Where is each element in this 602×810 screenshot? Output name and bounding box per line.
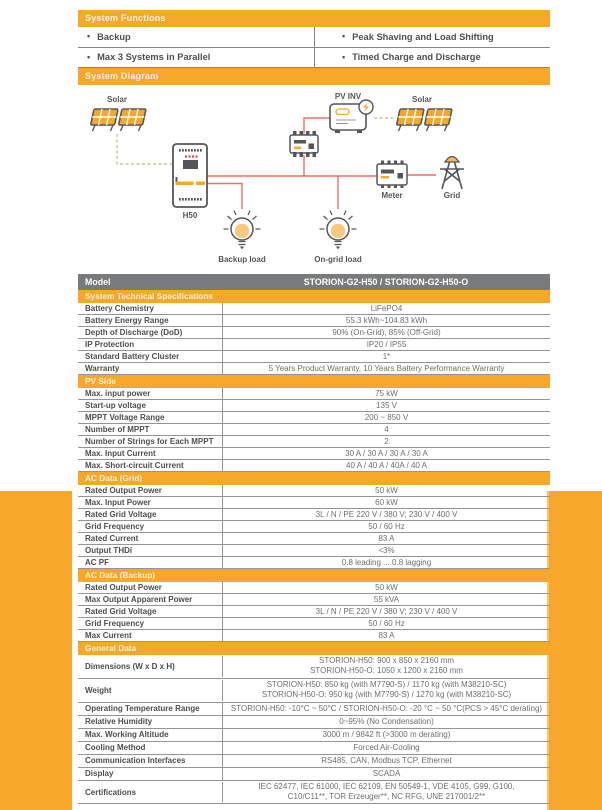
spec-value	[222, 400, 550, 411]
spec-value-line: 90% (On-Grid), 85% (Off-Grid)	[332, 328, 441, 337]
spec-value-line: <3%	[378, 546, 395, 555]
spec-value-line: 50 kW	[375, 583, 398, 592]
spec-value-line: 30 A / 30 A / 30 A / 30 A	[345, 449, 428, 458]
spec-row	[78, 460, 550, 472]
system-diagram-header: System Diagram	[78, 68, 550, 85]
spec-value-line: 3000 m / 9842 ft (>3000 m derating)	[322, 729, 451, 739]
spec-label: Certifications	[85, 787, 137, 797]
spec-section	[78, 642, 550, 804]
spec-label: Rated Grid Voltage	[85, 607, 157, 616]
spec-value-line: 0~95% (No Condensation)	[339, 716, 434, 726]
section-header: AC Data (Backup)	[78, 569, 550, 582]
spec-label: Communication Interfaces	[85, 756, 186, 766]
spec-label: Display	[85, 769, 114, 779]
spec-value-line: 83 A	[378, 534, 395, 543]
spec-value	[222, 424, 550, 435]
spec-section	[78, 569, 550, 642]
spec-label: Battery Chemistry	[85, 304, 154, 313]
system-diagram-svg	[78, 85, 550, 274]
spec-table	[78, 274, 550, 804]
function-label: Peak Shaving and Load Shifting	[352, 31, 494, 42]
spec-row	[78, 582, 550, 594]
spec-row	[78, 781, 550, 805]
spec-row	[78, 303, 550, 315]
column-divider	[314, 27, 315, 68]
spec-value-line: 5 Years Product Warranty, 10 Years Battery Performance Warranty	[268, 364, 505, 373]
spec-value	[222, 582, 550, 593]
spec-value	[222, 755, 550, 767]
spec-row	[78, 339, 550, 351]
spec-value	[222, 351, 550, 362]
spec-value	[222, 315, 550, 326]
spec-section	[78, 472, 550, 569]
spec-label: Grid Frequency	[85, 522, 145, 531]
spec-row	[78, 545, 550, 557]
spec-value-line: 200 ~ 850 V	[364, 413, 409, 422]
model-label: Model	[85, 277, 111, 287]
spec-value	[222, 630, 550, 641]
spec-value-line: 3L / N / PE 220 V / 380 V; 230 V / 400 V	[315, 607, 458, 616]
spec-label: Dimensions (W x D x H)	[85, 661, 175, 671]
spec-section	[78, 375, 550, 472]
solar-array-right-icon	[397, 109, 452, 131]
spec-row	[78, 630, 550, 642]
spec-value	[222, 768, 550, 780]
spec-value-line: 40 A / 40 A / 40A / 40 A	[346, 461, 427, 470]
spec-value-line: 2	[384, 437, 389, 446]
spec-value-line: LiFePO4	[370, 304, 403, 313]
spec-row	[78, 618, 550, 630]
spec-value	[222, 412, 550, 423]
spec-label: Max. Short-circuit Current	[85, 461, 184, 470]
h50-cabinet-icon	[173, 144, 207, 207]
spec-row	[78, 521, 550, 533]
spec-row	[78, 424, 550, 436]
spec-row	[78, 742, 550, 755]
spec-value-line: IP20 / IP55	[366, 340, 407, 349]
spec-row	[78, 436, 550, 448]
spec-label: Operating Temperature Range	[85, 704, 200, 714]
breaker-icon	[290, 131, 318, 157]
spec-row	[78, 716, 550, 729]
spec-label: Output THDi	[85, 546, 133, 555]
bullet-icon: •	[87, 31, 91, 42]
spec-value-line: 3L / N / PE 220 V / 380 V; 230 V / 400 V	[315, 510, 458, 519]
function-label: Timed Charge and Discharge	[352, 52, 481, 63]
backup-load-bulb-icon	[224, 211, 261, 250]
spec-row	[78, 400, 550, 412]
spec-value	[222, 618, 550, 629]
spec-value	[222, 327, 550, 338]
spec-value	[222, 606, 550, 617]
meter-icon	[377, 161, 407, 189]
spec-value	[222, 716, 550, 728]
backup-load-label: Backup load	[218, 255, 266, 264]
spec-row	[78, 768, 550, 781]
spec-value-line: 135 V	[376, 401, 397, 410]
spec-label: Rated Grid Voltage	[85, 510, 157, 519]
spec-row	[78, 606, 550, 618]
dc-line-solar-h50	[117, 134, 172, 164]
spec-label: Max. Working Altitude	[85, 730, 169, 740]
spec-row	[78, 703, 550, 716]
spec-row	[78, 509, 550, 521]
spec-row	[78, 755, 550, 768]
spec-value-line: 4	[384, 425, 389, 434]
spec-row	[78, 594, 550, 606]
function-item	[314, 27, 550, 48]
spec-sections	[78, 290, 550, 804]
spec-value	[222, 388, 550, 399]
solar-array-left-icon	[91, 109, 146, 131]
spec-label: Rated Current	[85, 534, 139, 543]
model-header-row	[78, 274, 550, 290]
spec-value-line: STORION-H50-O: 950 kg (with M7790-S) / 1270 kg (with M38210-SC)	[261, 690, 512, 700]
pv-inverter-icon	[330, 100, 373, 133]
bullet-icon: •	[87, 51, 91, 62]
spec-label: Cooling Method	[85, 743, 146, 753]
spec-value-line: 55 kVA	[373, 595, 400, 604]
spec-label: AC PF	[85, 558, 109, 567]
pv-inv-label: PV INV	[334, 92, 362, 101]
spec-value-line: C10/C11**, TOR Erzeuger**, NC RFG, UNE 217001/2**	[287, 792, 486, 802]
spec-value-line: STORION-H50: 850 kg (with M7790-S) / 1170 kg (with M38210-SC)	[266, 679, 507, 689]
spec-value	[222, 594, 550, 605]
bullet-icon: •	[342, 51, 346, 62]
spec-row	[78, 655, 550, 679]
spec-row	[78, 497, 550, 509]
spec-value	[222, 339, 550, 350]
spec-label: MPPT Voltage Range	[85, 413, 165, 422]
spec-value-line: 0.8 leading ... 0.8 lagging	[341, 558, 432, 567]
spec-value-line: 75 kW	[375, 389, 398, 398]
spec-value-line: 60 kW	[375, 498, 398, 507]
spec-label: Rated Output Power	[85, 486, 162, 495]
model-value: STORION-G2-H50 / STORION-G2-H50-O	[303, 277, 469, 287]
spec-label: Standard Battery Cluster	[85, 352, 180, 361]
spec-value-line: STORION-H50: -10°C ~ 50°C / STORION-H50-O: -20 °C ~ 50 °C(PCS > 45°C derating)	[230, 703, 543, 713]
system-functions-table	[78, 27, 550, 68]
function-label: Max 3 Systems in Parallel	[97, 52, 211, 63]
section-header: System Technical Specifications	[78, 290, 550, 303]
function-label: Backup	[97, 31, 131, 42]
spec-value-line: SCADA	[372, 768, 401, 778]
spec-value-line: STORION-H50: 900 x 850 x 2160 mm	[318, 656, 455, 665]
spec-label: Grid Frequency	[85, 619, 145, 628]
grid-label: Grid	[443, 191, 461, 200]
ongrid-load-label: On-grid load	[314, 255, 362, 264]
spec-label: Max Current	[85, 631, 132, 640]
spec-value	[222, 303, 550, 314]
spec-value-line: 50 / 60 Hz	[368, 619, 405, 628]
spec-row	[78, 388, 550, 400]
spec-row	[78, 485, 550, 497]
spec-label: Number of MPPT	[85, 425, 150, 434]
spec-value	[222, 680, 550, 701]
spec-value-line: 1*	[382, 352, 391, 361]
function-item	[314, 48, 550, 69]
spec-value-line: 83 A	[378, 631, 395, 640]
spec-label: IP Protection	[85, 340, 135, 349]
spec-row	[78, 363, 550, 375]
spec-value	[222, 436, 550, 447]
spec-row	[78, 679, 550, 703]
spec-value	[222, 521, 550, 532]
spec-value	[222, 485, 550, 496]
section-header: General Data	[78, 642, 550, 655]
spec-value	[222, 557, 550, 568]
spec-label: Battery Energy Range	[85, 316, 169, 325]
spec-row	[78, 729, 550, 742]
spec-row	[78, 351, 550, 363]
spec-value	[222, 460, 550, 471]
spec-value	[222, 703, 550, 715]
spec-label: Warranty	[85, 364, 120, 373]
solar-right-label: Solar	[411, 95, 433, 104]
spec-row	[78, 412, 550, 424]
solar-left-label: Solar	[106, 95, 128, 104]
spec-row	[78, 327, 550, 339]
spec-row	[78, 533, 550, 545]
function-item	[78, 27, 314, 48]
function-item	[78, 48, 314, 69]
h50-label: H50	[182, 211, 198, 220]
system-functions-header: System Functions	[78, 10, 550, 27]
spec-label: Max. Input Current	[85, 449, 156, 458]
spec-value	[222, 656, 550, 677]
spec-label: Max. input power	[85, 389, 151, 398]
spec-value	[222, 497, 550, 508]
spec-row	[78, 557, 550, 569]
spec-label: Rated Output Power	[85, 583, 162, 592]
spec-value	[222, 448, 550, 459]
spec-label: Max. Input Power	[85, 498, 151, 507]
spec-value	[222, 363, 550, 374]
spec-value-line: 50 kW	[375, 486, 398, 495]
right-orange-band	[547, 491, 602, 810]
spec-value-line: IEC 62477, IEC 61000, IEC 62109, EN 50549-1, VDE 4105, G99, G100,	[258, 781, 515, 791]
content-column	[78, 10, 550, 804]
spec-label: Weight	[85, 685, 112, 695]
spec-row	[78, 315, 550, 327]
spec-value	[222, 533, 550, 544]
spec-label: Depth of Discharge (DoD)	[85, 328, 183, 337]
spec-label: Max Output Apparent Power	[85, 595, 193, 604]
spec-value-line: RS485, CAN, Modbus TCP, Ethernet	[321, 755, 452, 765]
spec-row	[78, 448, 550, 460]
spec-value-line: Forced Air-Cooling	[353, 742, 420, 752]
ongrid-load-bulb-icon	[320, 211, 357, 250]
spec-value	[222, 742, 550, 754]
spec-value	[222, 782, 550, 803]
section-header: AC Data (Grid)	[78, 472, 550, 485]
ac-line-backup	[207, 184, 242, 210]
spec-value	[222, 729, 550, 741]
spec-label: Start-up voltage	[85, 401, 146, 410]
section-header: PV Side	[78, 375, 550, 388]
spec-section	[78, 290, 550, 375]
spec-value	[222, 509, 550, 520]
bullet-icon: •	[342, 31, 346, 42]
spec-label: Number of Strings for Each MPPT	[85, 437, 214, 446]
grid-tower-icon	[440, 157, 464, 190]
spec-value-line: 50 / 60 Hz	[368, 522, 405, 531]
spec-value-line: 55.3 kWh~104.83 kWh	[345, 316, 428, 325]
spec-value-line: STORION-H50-O: 1050 x 1200 x 2160 mm	[310, 666, 463, 676]
spec-label: Relative Humidity	[85, 717, 153, 727]
meter-label: Meter	[381, 191, 403, 200]
left-orange-band	[0, 491, 72, 810]
spec-value	[222, 545, 550, 556]
system-diagram	[78, 85, 550, 274]
